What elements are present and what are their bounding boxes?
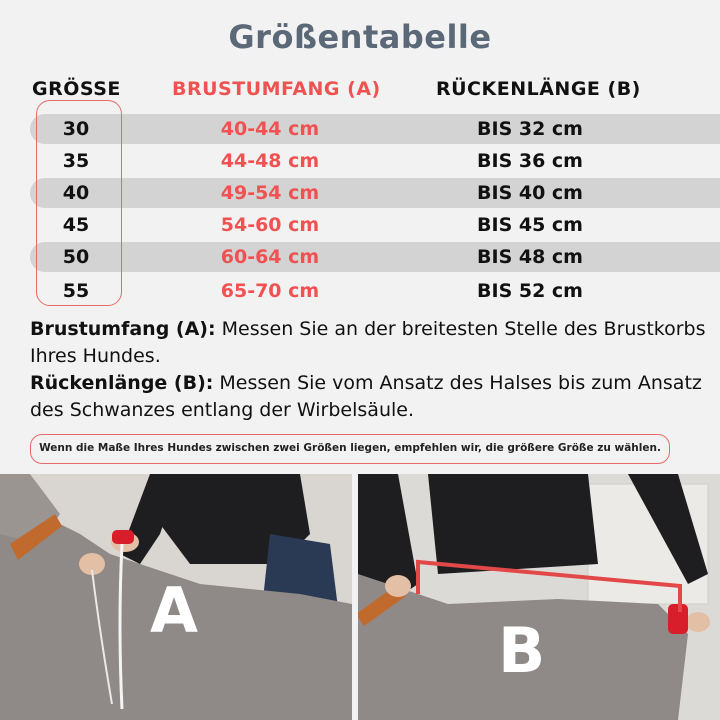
table-row [30,178,720,208]
size-cell: 45 [62,214,90,236]
chest-cell: 54-60 cm [220,214,320,236]
chest-cell: 44-48 cm [220,150,320,172]
size-recommendation-note: Wenn die Maße Ihres Hundes zwischen zwei Größen liegen, empfehlen wir, die größere Größe zu wählen. [30,434,670,464]
table-row [30,146,720,176]
size-cell: 35 [62,150,90,172]
size-cell: 55 [62,280,90,302]
back-cell: BIS 40 cm [477,182,583,204]
photo-a-label: A [150,574,198,647]
back-description [30,370,710,424]
header-back: RÜCKENLÄNGE (B) [436,78,641,100]
back-cell: BIS 36 cm [477,150,583,172]
table-row [30,210,720,240]
back-cell: BIS 32 cm [477,118,583,140]
photo-back-measurement [358,474,720,720]
size-cell: 50 [62,246,90,268]
page-title: Größentabelle [228,18,492,56]
photo-b-label: B [498,614,546,687]
chest-cell: 65-70 cm [220,280,320,302]
table-row [30,276,720,306]
table-row [30,114,720,144]
size-cell: 40 [62,182,90,204]
header-size: GRÖSSE [32,78,121,100]
back-cell: BIS 45 cm [477,214,583,236]
chest-description [30,316,710,370]
header-chest: BRUSTUMFANG (A) [172,78,381,100]
chest-term: Brustumfang (A): [30,318,216,340]
chest-cell: 49-54 cm [220,182,320,204]
chest-cell: 40-44 cm [220,118,320,140]
back-cell: BIS 52 cm [477,280,583,302]
chest-text: Messen Sie an der breitesten Stelle des Brustkorbs Ihres Hundes. [30,318,706,367]
size-cell: 30 [62,118,90,140]
chest-cell: 60-64 cm [220,246,320,268]
back-term: Rückenlänge (B): [30,372,214,394]
photo-chest-measurement [0,474,352,720]
back-cell: BIS 48 cm [477,246,583,268]
table-row [30,242,720,272]
back-text: Messen Sie vom Ansatz des Halses bis zum Ansatz des Schwanzes entlang der Wirbelsäule. [30,372,702,421]
